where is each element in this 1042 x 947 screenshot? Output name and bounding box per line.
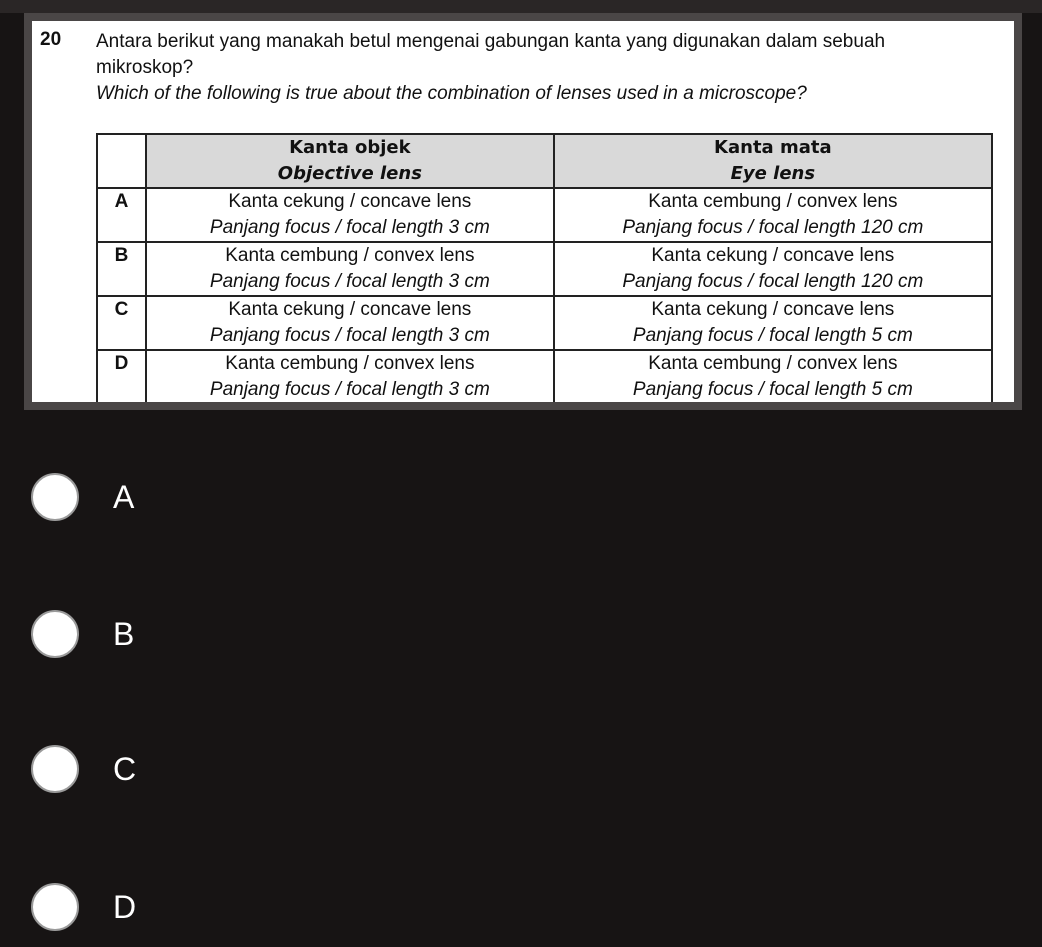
option-label: C bbox=[113, 750, 137, 787]
question-text bbox=[96, 29, 946, 107]
radio-button[interactable] bbox=[31, 745, 79, 793]
radio-button[interactable] bbox=[31, 610, 79, 658]
table-row bbox=[97, 350, 992, 402]
option-a[interactable] bbox=[31, 469, 631, 525]
objective-cell: Kanta cekung / concave lens Panjang focus / focal length 3 cm bbox=[146, 296, 554, 350]
objective-cell: Kanta cembung / convex lens Panjang focus / focal length 3 cm bbox=[146, 350, 554, 402]
table-row bbox=[97, 296, 992, 350]
header-eye: Kanta mata Eye lens bbox=[554, 134, 992, 188]
row-letter: D bbox=[97, 350, 146, 402]
option-c[interactable] bbox=[31, 741, 631, 797]
table-row bbox=[97, 242, 992, 296]
header-empty-cell bbox=[97, 134, 146, 188]
lens-table bbox=[96, 133, 993, 402]
objective-cell: Kanta cembung / convex lens Panjang focus / focal length 3 cm bbox=[146, 242, 554, 296]
question-number: 20 bbox=[40, 29, 62, 50]
objective-cell: Kanta cekung / concave lens Panjang focus / focal length 3 cm bbox=[146, 188, 554, 242]
top-bar bbox=[0, 0, 1042, 13]
row-letter: A bbox=[97, 188, 146, 242]
table-row bbox=[97, 188, 992, 242]
question-text-en: Which of the following is true about the combination of lenses used in a microscope? bbox=[96, 83, 807, 104]
question-text-ms: Antara berikut yang manakah betul mengenai gabungan kanta yang digunakan dalam sebuah mikroskop? bbox=[96, 31, 886, 78]
option-label: A bbox=[113, 478, 135, 515]
table-header-row bbox=[97, 134, 992, 188]
radio-button[interactable] bbox=[31, 473, 79, 521]
row-letter: C bbox=[97, 296, 146, 350]
question-image bbox=[32, 21, 1014, 402]
option-label: D bbox=[113, 888, 137, 925]
eye-cell: Kanta cekung / concave lens Panjang focus / focal length 5 cm bbox=[554, 296, 992, 350]
header-objective: Kanta objek Objective lens bbox=[146, 134, 554, 188]
option-label: B bbox=[113, 615, 135, 652]
eye-cell: Kanta cembung / convex lens Panjang focus / focal length 120 cm bbox=[554, 188, 992, 242]
option-b[interactable] bbox=[31, 606, 631, 662]
row-letter: B bbox=[97, 242, 146, 296]
eye-cell: Kanta cembung / convex lens Panjang focus / focal length 5 cm bbox=[554, 350, 992, 402]
eye-cell: Kanta cekung / concave lens Panjang focus / focal length 120 cm bbox=[554, 242, 992, 296]
option-d[interactable] bbox=[31, 879, 631, 935]
radio-button[interactable] bbox=[31, 883, 79, 931]
